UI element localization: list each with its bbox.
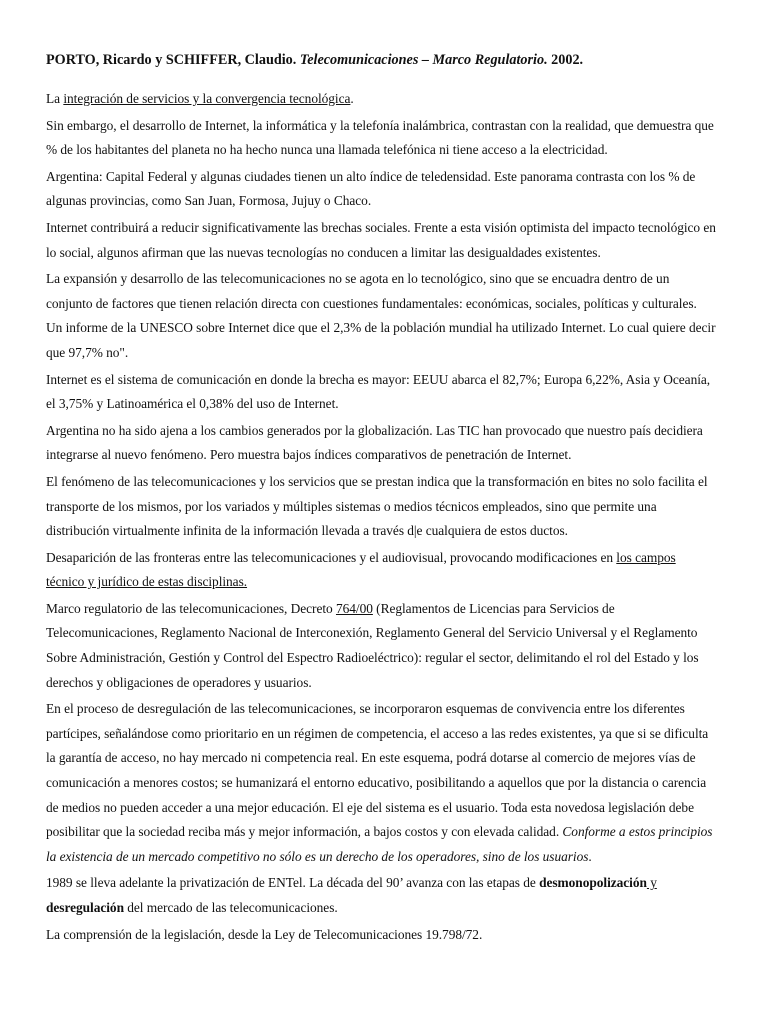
paragraph-ley-telecomunicaciones: La comprensión de la legislación, desde la Ley de Telecomunicaciones 19.798/72. xyxy=(46,926,483,942)
paragraph-argentina-teledensidad: Argentina: Capital Federal y algunas ciudades tienen un alto índice de teledensidad. Este panorama contrasta con los % de algunas provincias, como San Juan, Formosa, Jujuy o Chaco. xyxy=(46,168,696,209)
paragraph-expansion-telecom: La expansión y desarrollo de las telecomunicaciones no se agota en lo tecnológico, sino que se encuadra dentro de un conjunto de factores que tienen relación directa con cuestiones fundamentales: económicas, sociales, políticas y culturales. Un informe de la UNESCO sobre Internet dice que el 2,3% de la población mundial ha utilizado Internet. Lo cual quiere decir que 97,7% no". xyxy=(46,271,716,360)
title-work: Telecomunicaciones – Marco Regulatorio. xyxy=(299,52,548,68)
bold-desregulacion: desregulación xyxy=(46,900,124,915)
paragraph-globalizacion: Argentina no ha sido ajena a los cambios generados por la globalización. Las TIC han provocado que nuestro país decidiera integrarse al nuevo fenómeno. Pero muestra bajos índices comparativos de penetración de Internet. xyxy=(46,422,703,463)
paragraph-fenomeno-telecom: El fenómeno de las telecomunicaciones y los servicios que se prestan indica que la transformación en bites no solo facilita el transporte de los mismos, por los variados y múltiples sistemas o medios técnicos empleados, sino que permite una distribución virtualmente infinita de la información llevada a través d|e cualquiera de estos ductos. xyxy=(46,473,708,539)
paragraph-convergencia: La integración de servicios y la convergencia tecnológica. xyxy=(46,91,354,106)
document-title xyxy=(46,51,716,69)
link-integracion[interactable]: integración de servicios y la convergencia tecnológica xyxy=(63,91,351,106)
link-y[interactable]: y xyxy=(646,875,657,891)
paragraph-brecha-uso-internet: Internet es el sistema de comunicación en donde la brecha es mayor: EEUU abarca el 82,7%; Europa 6,22%, Asia y Oceanía, el 3,75% y Latinoamérica el 0,38% del uso de Internet. xyxy=(46,371,711,412)
paragraph-marco-regulatorio: Marco regulatorio de las telecomunicaciones, Decreto 764/00 (Reglamentos de Licencias para Servicios de Telecomunicaciones, Reglamento Nacional de Interconexión, Reglamento General del Servicio Universal y el Reglamento Sobre Administración, Gestión y Control del Espectro Radioeléctrico): regular el sector, delimitando el rol del Estado y los derechos y obligaciones de operadores y usuarios. xyxy=(46,600,699,690)
paragraph-desarrollo-internet: Sin embargo, el desarrollo de Internet, la informática y la telefonía inalámbrica, contrastan con la realidad, que demuestra que % de los habitantes del planeta no ha hecho nunca una llamada telefónica ni tiene acceso a la electricidad. xyxy=(46,117,714,158)
link-decreto-764[interactable]: 764/00 xyxy=(335,600,373,616)
paragraph-privatizacion-entel: 1989 se lleva adelante la privatización de ENTel. La década del 90’ avanza con las etapas de desmonopolización y desregulación del mercado de las telecomunicaciones. xyxy=(46,875,657,915)
title-year: 2002. xyxy=(551,52,584,68)
italic-conforme-principios: Conforme a estos principios la existencia de un mercado competitivo no sólo es un derecho de los operadores, sino de los usuarios xyxy=(46,824,713,864)
title-authors: PORTO, Ricardo y SCHIFFER, Claudio. xyxy=(46,52,297,68)
bold-desmonopolizacion: desmonopolización xyxy=(539,875,647,891)
paragraph-desregulacion: En el proceso de desregulación de las telecomunicaciones, se incorporaron esquemas de convivencia entre los diferentes partícipes, señalándose como prioritario en un régimen de competencia, el acceso a las redes existentes, ya que si se dificulta la garantía de acceso, no hay mercado ni competencia real. En este esquema, podrá dotarse al comercio de mejores vías de comunicación a menores costos; se humanizará el entorno educativo, posibilitando a aquellos que por la distancia o carencia de medios no pueden acceder a una mejor educación. El eje del sistema es el usuario. Toda esta novedosa legislación debe posibilitar que la sociedad reciba más y mejor información, a bajos costos y con elevada calidad. Conforme a estos principios la existencia de un mercado competitivo no sólo es un derecho de los operadores, sino de los usuarios. xyxy=(46,701,713,864)
paragraph-brechas-sociales: Internet contribuirá a reducir significativamente las brechas sociales. Frente a esta visión optimista del impacto tecnológico en lo social, algunos afirman que las nuevas tecnologías no conducen a limitar las desigualdades existentes. xyxy=(46,219,716,260)
link-campos-tecnico-juridico[interactable]: los campos técnico y jurídico de estas disciplinas. xyxy=(46,549,676,590)
paragraph-desaparicion-fronteras: Desaparición de las fronteras entre las telecomunicaciones y el audiovisual, provocando modificaciones en los campos técnico y jurídico de estas disciplinas. xyxy=(46,549,676,590)
